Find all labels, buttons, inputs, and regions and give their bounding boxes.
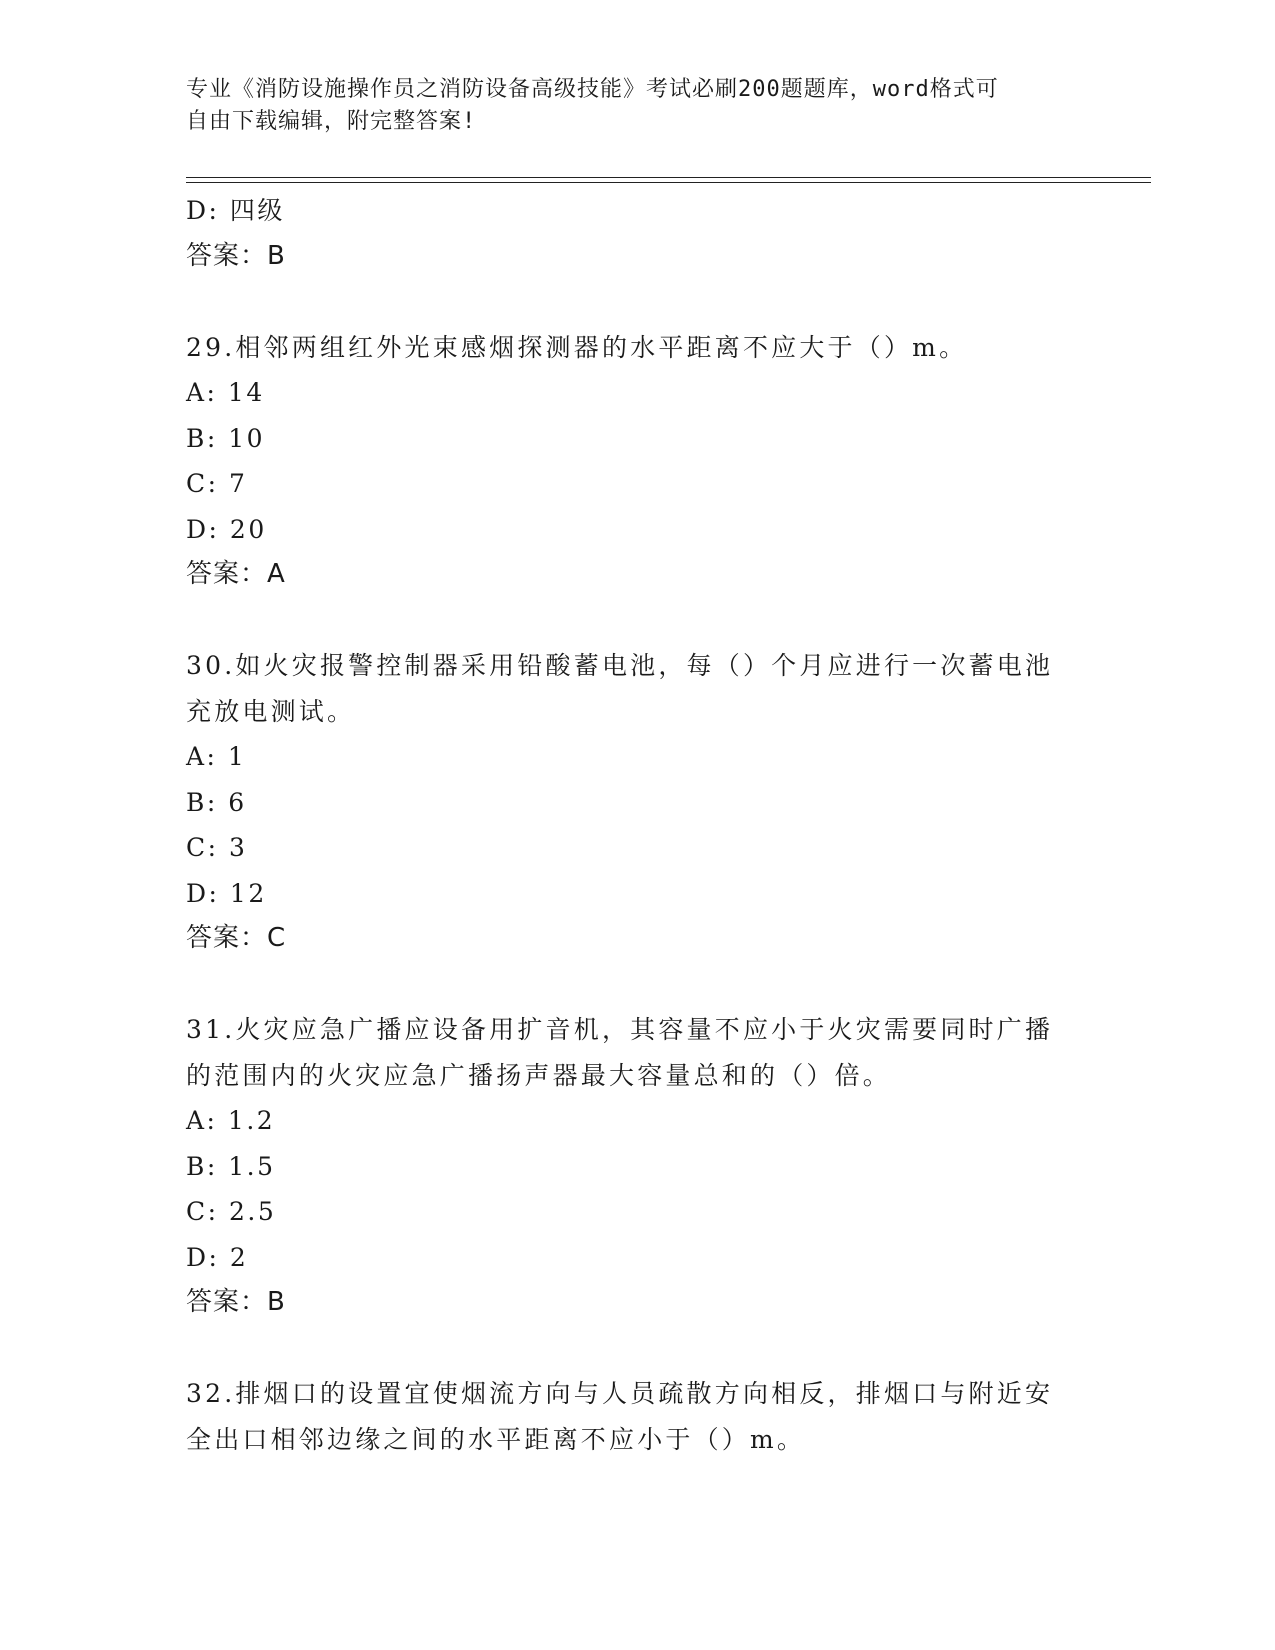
question-32 bbox=[186, 1371, 1086, 1462]
option-d: D: 20 bbox=[186, 514, 267, 544]
previous-question-tail bbox=[186, 188, 1086, 279]
header-divider-bottom bbox=[186, 182, 1151, 183]
question-31 bbox=[186, 1007, 1086, 1326]
spacer bbox=[186, 598, 1086, 644]
answer-line: 答案：A bbox=[186, 559, 286, 589]
question-stem-line: 29.相邻两组红外光束感烟探测器的水平距离不应大于（）m。 bbox=[186, 332, 968, 362]
option-c: C: 2.5 bbox=[186, 1197, 277, 1226]
option-b: B: 6 bbox=[186, 787, 247, 817]
option-c: C: 3 bbox=[186, 833, 248, 862]
answer-line: 答案：C bbox=[186, 923, 287, 953]
header-title-line-2: 自由下载编辑，附完整答案! bbox=[186, 109, 477, 134]
option-d: D: 12 bbox=[186, 878, 267, 908]
option-a: A: 1.2 bbox=[186, 1106, 276, 1135]
question-stem-line: 充放电测试。 bbox=[186, 696, 356, 726]
spacer bbox=[186, 279, 1086, 325]
question-stem-line: 全出口相邻边缘之间的水平距离不应小于（）m。 bbox=[186, 1424, 806, 1454]
question-stem-line: 30.如火灾报警控制器采用铅酸蓄电池，每（）个月应进行一次蓄电池 bbox=[186, 651, 1054, 680]
question-stem-line: 31.火灾应急广播应设备用扩音机，其容量不应小于火灾需要同时广播 bbox=[186, 1015, 1054, 1044]
spacer bbox=[186, 962, 1086, 1008]
question-stem-line: 的范围内的火灾应急广播扬声器最大容量总和的（）倍。 bbox=[186, 1060, 892, 1090]
spacer bbox=[186, 1326, 1086, 1372]
question-stem-line: 32.排烟口的设置宜使烟流方向与人员疏散方向相反，排烟口与附近安 bbox=[186, 1379, 1054, 1408]
option-a: A: 14 bbox=[186, 378, 265, 407]
question-list bbox=[186, 188, 1086, 1462]
document-header bbox=[186, 74, 1066, 138]
option-c: C: 7 bbox=[186, 469, 248, 498]
answer-line: 答案：B bbox=[186, 240, 286, 271]
header-title-line-1: 专业《消防设施操作员之消防设备高级技能》考试必刷200题题库，word格式可 bbox=[186, 77, 999, 102]
question-29 bbox=[186, 325, 1086, 598]
answer-line: 答案：B bbox=[186, 1287, 286, 1317]
option-d: D: 四级 bbox=[186, 196, 285, 225]
question-30 bbox=[186, 643, 1086, 962]
option-b: B: 10 bbox=[186, 423, 266, 453]
header-divider-top bbox=[186, 177, 1151, 178]
option-b: B: 1.5 bbox=[186, 1151, 276, 1181]
option-a: A: 1 bbox=[186, 742, 247, 771]
option-d: D: 2 bbox=[186, 1242, 249, 1272]
